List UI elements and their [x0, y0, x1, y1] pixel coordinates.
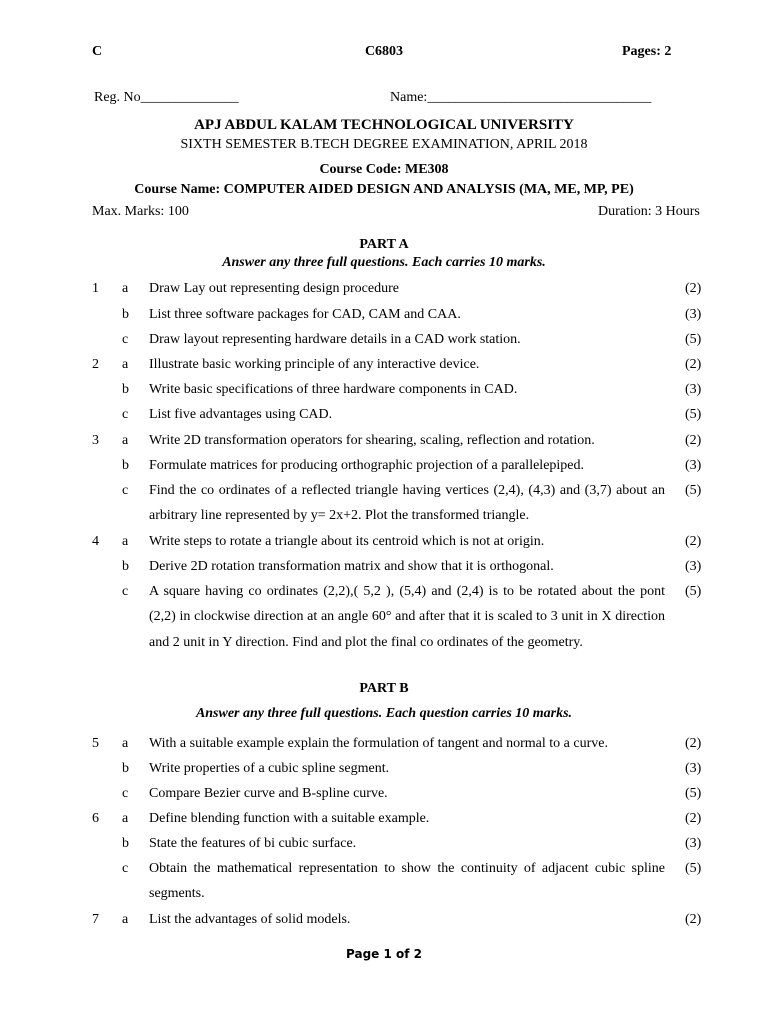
- question-row: [0, 402, 768, 427]
- question-marks: (3): [685, 559, 702, 574]
- question-marks: (5): [685, 483, 702, 498]
- sub-question-letter: c: [122, 332, 129, 347]
- question-marks: (3): [685, 458, 702, 473]
- sub-question-letter: b: [122, 458, 129, 473]
- question-marks: (3): [685, 382, 702, 397]
- question-number: 6: [92, 811, 99, 826]
- question-row: [0, 352, 768, 377]
- question-row: [0, 428, 768, 453]
- sub-question-letter: a: [122, 534, 129, 549]
- question-text: Derive 2D rotation transformation matrix and show that it is orthogonal.: [149, 559, 554, 574]
- question-row: [0, 478, 768, 529]
- question-text: Illustrate basic working principle of any interactive device.: [149, 357, 480, 372]
- sub-question-letter: a: [122, 357, 129, 372]
- question-text: Formulate matrices for producing orthographic projection of a parallelepiped.: [149, 458, 585, 473]
- question-marks: (2): [685, 811, 702, 826]
- question-text: Define blending function with a suitable example.: [149, 811, 430, 826]
- question-number: 1: [92, 281, 99, 296]
- sub-question-letter: b: [122, 559, 129, 574]
- question-marks: (3): [685, 836, 702, 851]
- question-marks: (5): [685, 861, 702, 876]
- question-text: State the features of bi cubic surface.: [149, 836, 357, 851]
- question-row: [0, 781, 768, 806]
- question-marks: (5): [685, 407, 702, 422]
- question-row: [0, 327, 768, 352]
- question-number: 7: [92, 912, 99, 927]
- question-row: [0, 276, 768, 301]
- course-code: Course Code: ME308: [319, 162, 449, 177]
- question-number: 4: [92, 534, 99, 549]
- question-row: [0, 554, 768, 579]
- question-marks: (2): [685, 357, 702, 372]
- question-number: 3: [92, 433, 99, 448]
- question-text: List three software packages for CAD, CAM and CAA.: [149, 307, 461, 322]
- question-text: Write basic specifications of three hardware components in CAD.: [149, 382, 518, 397]
- question-marks: (2): [685, 433, 702, 448]
- question-row: [0, 529, 768, 554]
- question-row: [0, 756, 768, 781]
- question-text: List the advantages of solid models.: [149, 912, 351, 927]
- question-row: [0, 302, 768, 327]
- sub-question-letter: b: [122, 761, 129, 776]
- question-marks: (2): [685, 534, 702, 549]
- question-row: [0, 731, 768, 756]
- sub-question-letter: c: [122, 786, 129, 801]
- question-text: Write steps to rotate a triangle about its centroid which is not at origin.: [149, 534, 545, 549]
- page-footer: Page 1 of 2: [346, 947, 422, 961]
- sub-question-letter: c: [122, 407, 129, 422]
- sub-question-letter: a: [122, 912, 129, 927]
- question-text: Write 2D transformation operators for shearing, scaling, reflection and rotation.: [149, 433, 595, 448]
- question-marks: (5): [685, 584, 702, 599]
- question-number: 2: [92, 357, 99, 372]
- page-count: Pages: 2: [622, 44, 672, 59]
- question-text: Compare Bezier curve and B-spline curve.: [149, 786, 388, 801]
- sub-question-letter: b: [122, 307, 129, 322]
- question-marks: (3): [685, 761, 702, 776]
- sub-question-letter: b: [122, 382, 129, 397]
- university-name: APJ ABDUL KALAM TECHNOLOGICAL UNIVERSITY: [194, 117, 574, 133]
- sub-question-letter: a: [122, 736, 129, 751]
- question-marks: (3): [685, 307, 702, 322]
- question-marks: (2): [685, 912, 702, 927]
- part-b-instruction: Answer any three full questions. Each question carries 10 marks.: [195, 706, 573, 721]
- sub-question-letter: c: [122, 584, 129, 599]
- question-text: Draw layout representing hardware details in a CAD work station.: [149, 332, 521, 347]
- question-text: List five advantages using CAD.: [149, 407, 333, 422]
- name-field: Name:________________________________: [390, 90, 652, 105]
- max-marks: Max. Marks: 100: [92, 204, 189, 219]
- part-b-title: PART B: [359, 681, 409, 696]
- question-number: 5: [92, 736, 99, 751]
- paper-code: C6803: [364, 44, 404, 59]
- question-text: Obtain the mathematical representation to show the continuity of adjacent cubic spline segments.: [149, 861, 665, 902]
- question-row: [0, 907, 768, 932]
- question-row: [0, 453, 768, 478]
- paper-series: C: [92, 44, 103, 59]
- sub-question-letter: c: [122, 483, 129, 498]
- question-row: [0, 856, 768, 907]
- sub-question-letter: a: [122, 433, 129, 448]
- question-marks: (2): [685, 736, 702, 751]
- question-marks: (5): [685, 786, 702, 801]
- question-row: [0, 831, 768, 856]
- part-a-instruction: Answer any three full questions. Each carries 10 marks.: [222, 255, 546, 270]
- question-marks: (5): [685, 332, 702, 347]
- question-row: [0, 806, 768, 831]
- question-row: [0, 377, 768, 402]
- part-a-title: PART A: [359, 237, 409, 252]
- reg-no-field: Reg. No______________: [94, 90, 239, 105]
- duration: Duration: 3 Hours: [598, 204, 700, 219]
- course-name: Course Name: COMPUTER AIDED DESIGN AND ANALYSIS (MA, ME, MP, PE): [134, 182, 634, 197]
- sub-question-letter: a: [122, 281, 129, 296]
- question-text: Draw Lay out representing design procedure: [149, 281, 399, 296]
- sub-question-letter: b: [122, 836, 129, 851]
- question-row: [0, 579, 768, 680]
- question-text: With a suitable example explain the formulation of tangent and normal to a curve.: [149, 736, 608, 751]
- question-text: Find the co ordinates of a reflected triangle having vertices (2,4), (4,3) and (3,7) about an arbitrary line represented by y= 2x+2. Plot the transformed triangle.: [149, 483, 665, 524]
- question-text: Write properties of a cubic spline segment.: [149, 761, 390, 776]
- question-marks: (2): [685, 281, 702, 296]
- exam-title: SIXTH SEMESTER B.TECH DEGREE EXAMINATION, APRIL 2018: [180, 137, 588, 152]
- question-text: A square having co ordinates (2,2),( 5,2 ), (5,4) and (2,4) is to be rotated about the pont (2,2) in clockwise direction at an angle 60° and after that it is scaled to 3 unit in X direction and 2 unit in Y direction. Find and plot the final co ordinates of the geometry.: [149, 584, 665, 650]
- sub-question-letter: c: [122, 861, 129, 876]
- sub-question-letter: a: [122, 811, 129, 826]
